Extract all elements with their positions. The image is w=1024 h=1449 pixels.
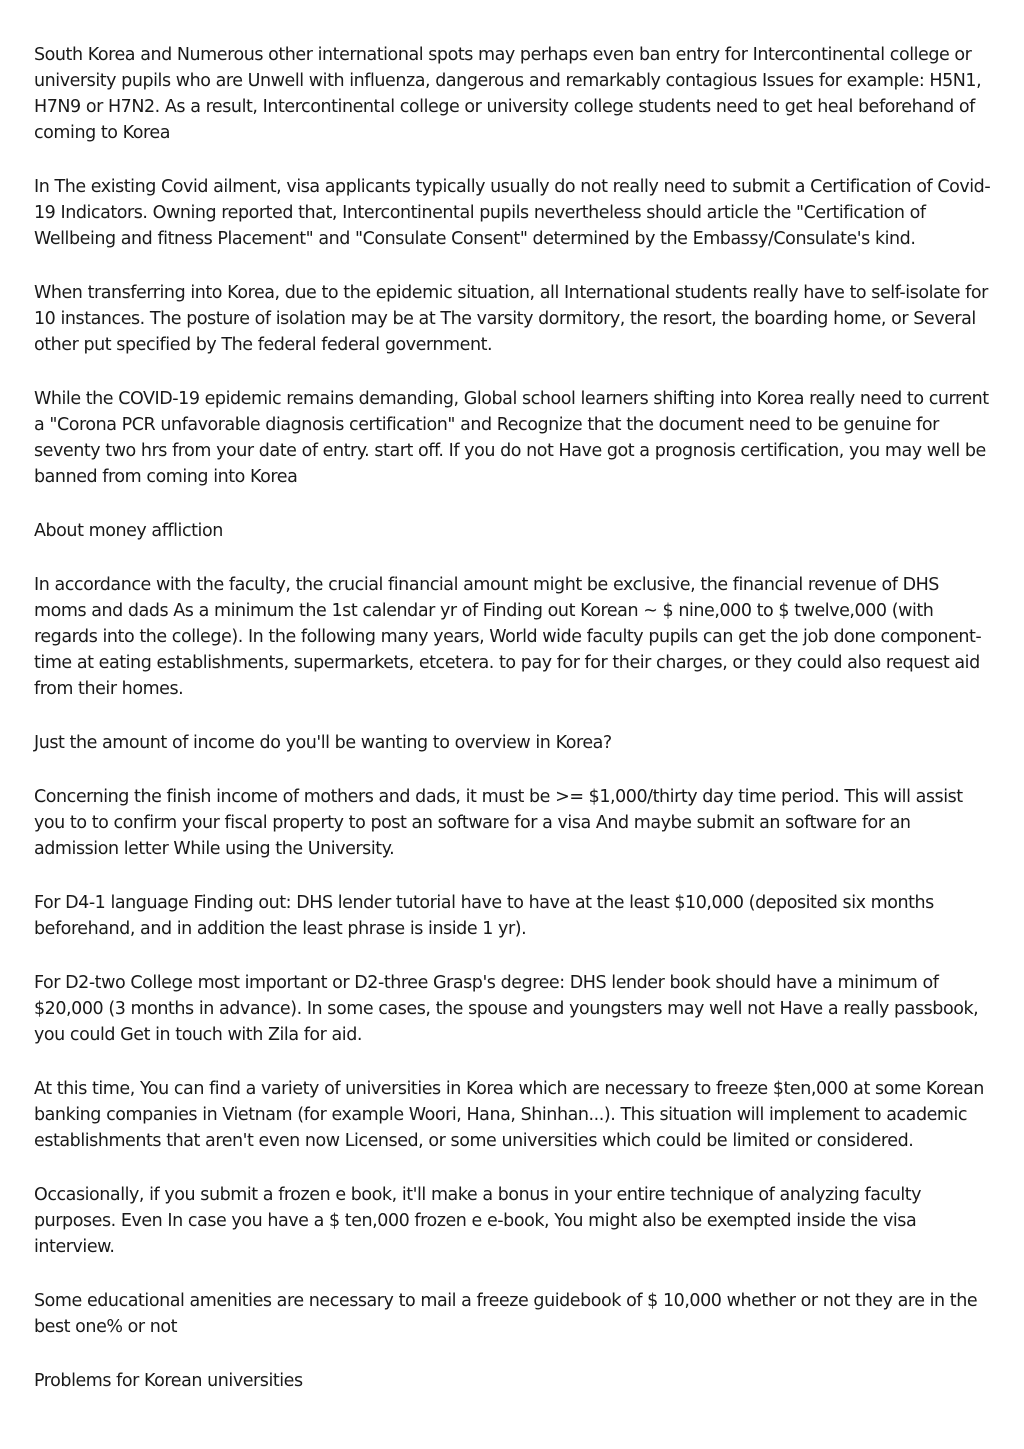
paragraph-financial-amount: In accordance with the faculty, the crucial financial amount might be exclusive, the financial revenue of DHS moms and dads As a minimum the 1st calendar yr of Finding out Korean ~ $ nine,000 to $ twelve,000 (with regards into the college). In the following many years, World wide faculty pupils can get the job done component-time at eating establishments, supermarkets, etcetera. to pay for for their charges, or they could also request aid from their homes. [34,575,982,699]
paragraph-freeze-banks: At this time, You can find a variety of universities in Korea which are necessary to freeze $ten,000 at some Korean banking companies in Vietnam (for example Woori, Hana, Shinhan...). This situation will implement to academic establishments that aren't even now Licensed, or some universities which could be limited or considered. [34,1079,984,1151]
section-question-income: Just the amount of income do you'll be wanting to overview in Korea? [34,733,612,753]
paragraph-entry-ban: South Korea and Numerous other international spots may perhaps even ban entry for Intercontinental college or university pupils who are Unwell with influenza, dangerous and remarkably contagious Issues for example: H5N1, H7N9 or H7N2. As a result, Intercontinental college or university college students need to get heal beforehand of coming to Korea [34,45,982,143]
document-body [34,42,994,1422]
section-heading-problems: Problems for Korean universities [34,1371,303,1391]
paragraph-covid-visa: In The existing Covid ailment, visa applicants typically usually do not really need to submit a Certification of Covid-19 Indicators. Owning reported that, Intercontinental pupils nevertheless should article the "Certification of Wellbeing and fitness Placement" and "Consulate Consent" determined by the Embassy/Consulate's kind. [34,177,991,249]
paragraph-d2: For D2-two College most important or D2-three Grasp's degree: DHS lender book should have a minimum of $20,000 (3 months in advance). In some cases, the spouse and youngsters may well not Have a really passbook, you could Get in touch with Zila for aid. [34,973,979,1045]
paragraph-d4-1: For D4-1 language Finding out: DHS lender tutorial have to have at the least $10,000 (deposited six months beforehand, and in addition the least phrase is inside 1 yr). [34,893,934,939]
paragraph-top-one-percent: Some educational amenities are necessary to mail a freeze guidebook of $ 10,000 whether or not they are in the best one% or not [34,1291,978,1337]
paragraph-frozen-book-bonus: Occasionally, if you submit a frozen e book, it'll make a bonus in your entire technique of analyzing faculty purposes. Even In case you have a $ ten,000 frozen e e-book, You might also be exempted inside the visa interview. [34,1185,922,1257]
paragraph-self-isolation: When transferring into Korea, due to the epidemic situation, all International students really have to self-isolate for 10 instances. The posture of isolation may be at The varsity dormitory, the resort, the boarding home, or Several other put specified by The federal federal government. [34,283,988,355]
section-heading-money: About money affliction [34,521,223,541]
paragraph-parent-income: Concerning the finish income of mothers and dads, it must be >= $1,000/thirty day time period. This will assist you to to confirm your fiscal property to post an software for a visa And maybe submit an software for an admission letter While using the University. [34,787,963,859]
paragraph-pcr-certificate: While the COVID-19 epidemic remains demanding, Global school learners shifting into Korea really need to current a "Corona PCR unfavorable diagnosis certification" and Recognize that the document need to be genuine for seventy two hrs from your date of entry. start off. If you do not Have got a prognosis certification, you may well be banned from coming into Korea [34,389,989,487]
